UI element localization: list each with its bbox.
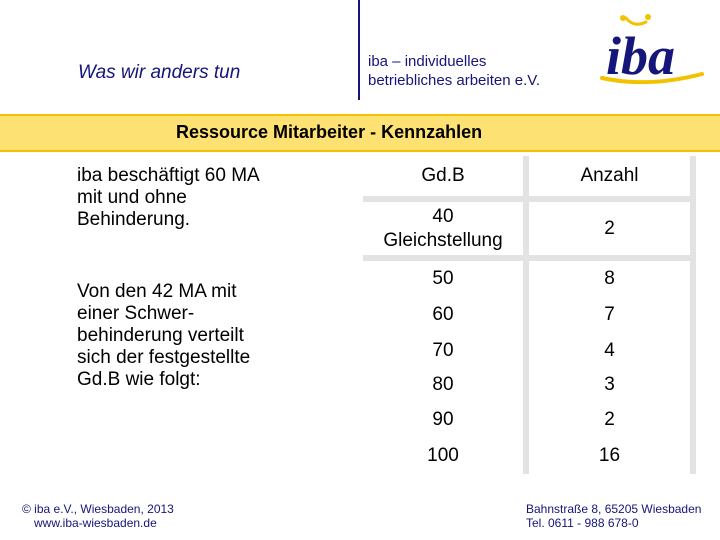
column-header-anzahl: Anzahl <box>580 165 639 186</box>
table-cell-anzahl: 8 <box>604 268 615 289</box>
table-cell-anzahl: 16 <box>598 445 621 466</box>
copyright-text: © iba e.V., Wiesbaden, 2013 <box>22 502 174 516</box>
table-cell-gdb: 50 <box>432 268 454 289</box>
phone-text: Tel. 0611 - 988 678-0 <box>526 516 639 530</box>
table-cell-anzahl: 3 <box>604 374 615 395</box>
distribution-intro <box>77 281 307 391</box>
summary-line: Behinderung. <box>77 209 191 230</box>
table-cell-gdb: 70 <box>432 340 454 361</box>
logo-wordmark: iba <box>606 26 676 86</box>
intro-line: sich der festgestellte <box>77 347 251 368</box>
gdb-value: 40 <box>432 205 454 227</box>
employee-summary <box>77 165 307 231</box>
table-cell-anzahl: 4 <box>604 340 615 361</box>
organization-name-line2: betriebliches arbeiten e.V. <box>368 72 541 89</box>
table-cell-anzahl: 2 <box>604 217 615 239</box>
footer-address <box>526 502 701 530</box>
address-text: Bahnstraße 8, 65205 Wiesbaden <box>526 502 702 516</box>
slide-title: Ressource Mitarbeiter - Kennzahlen <box>176 122 483 142</box>
gdb-note: Gleichstellung <box>383 229 503 251</box>
column-shadow <box>690 156 696 474</box>
table-cell-gdb: 90 <box>432 409 454 430</box>
table-cell-gdb <box>363 202 523 255</box>
summary-line: iba beschäftigt 60 MA <box>77 165 260 186</box>
summary-line: mit und ohne <box>77 187 187 208</box>
column-header-gdb: Gd.B <box>421 165 465 186</box>
footer-copyright <box>22 502 174 530</box>
intro-line: einer Schwer- <box>77 303 195 324</box>
table-cell-gdb: 100 <box>427 445 459 466</box>
table-cell-gdb: 60 <box>432 304 454 325</box>
intro-line: Von den 42 MA mit <box>77 281 237 302</box>
iba-logo <box>598 12 706 94</box>
intro-line: behinderung verteilt <box>77 325 244 346</box>
header-divider <box>358 0 360 100</box>
website-link[interactable]: www.iba-wiesbaden.de <box>34 516 157 530</box>
table-cell-anzahl: 2 <box>604 409 615 430</box>
organization-name <box>368 52 598 90</box>
section-title: Was wir anders tun <box>78 62 241 83</box>
organization-name-line1: iba – individuelles <box>368 53 487 70</box>
intro-line: Gd.B wie folgt: <box>77 369 201 390</box>
table-cell-gdb: 80 <box>432 374 454 395</box>
table-cell-anzahl: 7 <box>604 304 615 325</box>
